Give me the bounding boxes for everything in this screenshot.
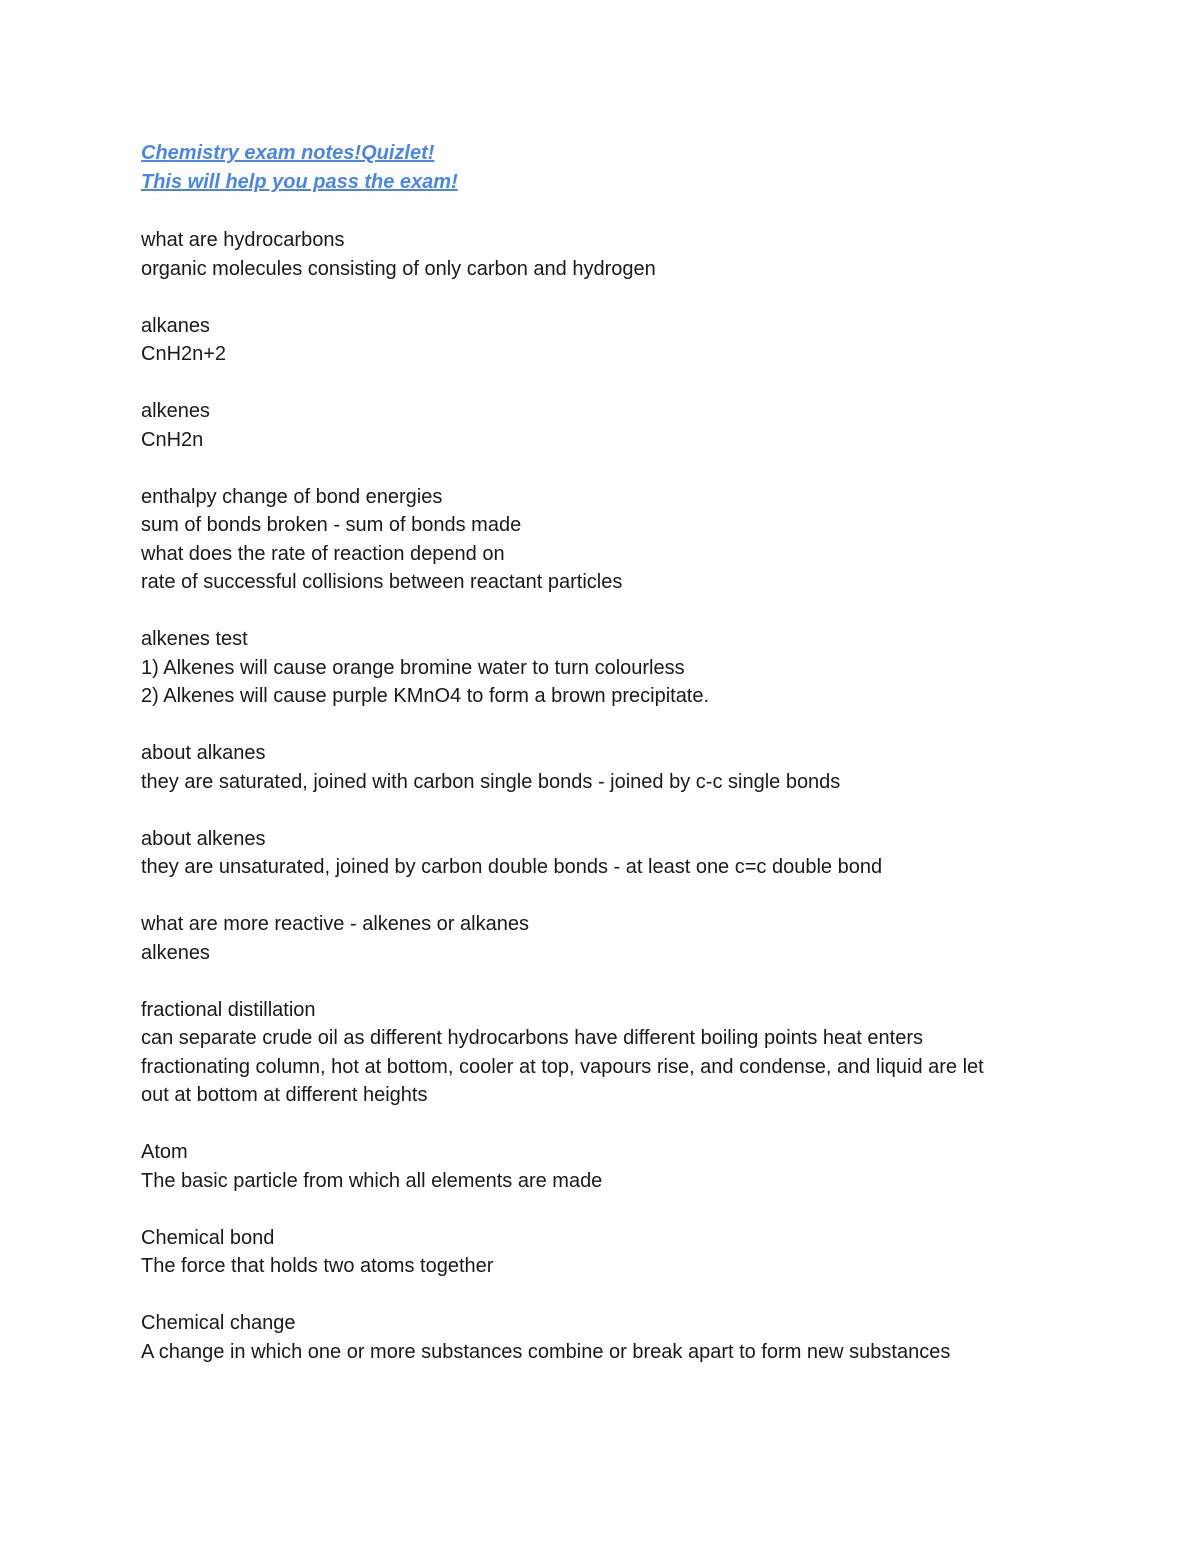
note-term: Atom	[141, 1141, 188, 1163]
note-block	[141, 1138, 1081, 1195]
note-definition-line: rate of successful collisions between reactant particles	[141, 571, 623, 593]
note-term: Chemical change	[141, 1312, 296, 1334]
note-term: Chemical bond	[141, 1226, 275, 1249]
note-block	[141, 825, 1081, 882]
title-link-pass-exam[interactable]: This will help you pass the exam!	[141, 171, 458, 193]
document-page	[141, 139, 1081, 1395]
note-definition-line: CnH2n+2	[141, 343, 227, 365]
note-term: alkenes test	[141, 628, 248, 650]
note-definition-line: alkenes	[141, 941, 210, 964]
note-block	[141, 739, 1081, 796]
note-definition-line: The basic particle from which all elements are made	[141, 1169, 603, 1192]
note-block	[141, 397, 1081, 454]
note-block	[141, 625, 1081, 711]
note-term: alkanes	[141, 314, 210, 337]
note-definition-line: fractionating column, hot at bottom, cooler at top, vapours rise, and condense, and liquid are let	[141, 1055, 984, 1078]
note-definition-line: what does the rate of reaction depend on	[141, 542, 505, 565]
note-definition-line: can separate crude oil as different hydrocarbons have different boiling points heat enters	[141, 1027, 923, 1049]
note-term: what are more reactive - alkenes or alkanes	[141, 913, 529, 935]
note-definition-line: A change in which one or more substances combine or break apart to form new substances	[141, 1340, 951, 1363]
note-definition-line: The force that holds two atoms together	[141, 1255, 494, 1277]
title-link-quizlet[interactable]: Chemistry exam notes!Quizlet!	[141, 142, 435, 164]
note-block	[141, 1309, 1081, 1366]
note-block	[141, 1224, 1081, 1281]
note-definition-line: sum of bonds broken - sum of bonds made	[141, 514, 522, 536]
note-term: alkenes	[141, 400, 210, 422]
note-block	[141, 226, 1081, 283]
note-term: what are hydrocarbons	[141, 229, 345, 251]
note-block	[141, 910, 1081, 967]
note-term: fractional distillation	[141, 998, 316, 1021]
note-definition-line: CnH2n	[141, 428, 204, 451]
note-block	[141, 483, 1081, 597]
note-block	[141, 312, 1081, 369]
notes-list	[141, 226, 1081, 1366]
note-term: about alkenes	[141, 827, 266, 850]
note-term: enthalpy change of bond energies	[141, 485, 443, 508]
title-block	[141, 139, 1081, 197]
note-definition-line: they are unsaturated, joined by carbon double bonds - at least one c=c double bond	[141, 856, 883, 878]
note-definition-line: out at bottom at different heights	[141, 1084, 428, 1106]
note-definition-line: they are saturated, joined with carbon single bonds - joined by c-c single bonds	[141, 770, 841, 793]
note-block	[141, 996, 1081, 1110]
note-definition-line: 2) Alkenes will cause purple KMnO4 to form a brown precipitate.	[141, 685, 710, 707]
note-definition-line: organic molecules consisting of only carbon and hydrogen	[141, 257, 656, 280]
note-term: about alkanes	[141, 742, 266, 764]
note-definition-line: 1) Alkenes will cause orange bromine water to turn colourless	[141, 656, 685, 679]
